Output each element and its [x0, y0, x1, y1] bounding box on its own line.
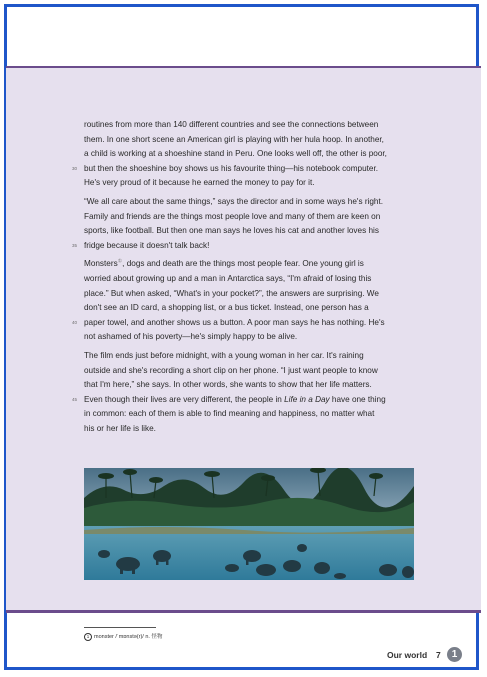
- line-text: Family and friends are the things most people love and many of them are keen on: [84, 211, 381, 221]
- film-title: Life in a Day: [284, 394, 330, 404]
- line-text: Even though their lives are very different, the people in: [84, 394, 285, 404]
- text-line: [84, 210, 416, 225]
- paragraph: [72, 257, 416, 345]
- text-line: [84, 224, 416, 239]
- line-text: in common: each of them is able to find meaning and happiness, no matter what: [84, 409, 375, 419]
- line-text: He's very proud of it because he earned the money to pay for it.: [84, 178, 315, 188]
- footnote-divider: [84, 627, 156, 628]
- line-text: The film ends just before midnight, with a young woman in her car. It's raining: [84, 350, 364, 360]
- line-text: “We all care about the same things,” says the director and in some ways he's right.: [84, 196, 384, 206]
- text-line: [72, 162, 416, 177]
- line-text: a child is working at a shoeshine stand in Peru. One looks well off, the other is poor,: [84, 149, 387, 159]
- line-number: 40: [72, 319, 78, 325]
- text-line: [72, 393, 416, 408]
- line-text: don't see an ID card, a shopping list, or a bus ticket. Instead, one person has a: [84, 303, 369, 313]
- line-text: outside and she's recording a short clip on her phone. “I just want people to know: [84, 365, 378, 375]
- paragraph: [72, 195, 416, 253]
- line-text: worried about growing up and a man in Antarctica says, “I'm afraid of losing this: [84, 273, 372, 283]
- text-line: [84, 301, 416, 316]
- article-text: [72, 118, 416, 440]
- text-line: [84, 147, 416, 162]
- footnote-marker[interactable]: ①: [117, 258, 123, 265]
- text-line: [84, 287, 416, 302]
- text-line: [84, 195, 416, 210]
- line-text: but then the shoeshine boy shows us his favourite thing—his notebook computer.: [84, 163, 379, 173]
- footnote: [84, 632, 162, 641]
- line-text: that I'm here,” she says. In other words, she wants to show that her life matters.: [84, 380, 372, 390]
- text-line: [72, 316, 416, 331]
- text-line: [84, 349, 416, 364]
- line-number: 30: [72, 165, 78, 171]
- elephants-river-photo: [84, 468, 414, 580]
- line-text: not ashamed of his poverty—he's simply happy to be alive.: [84, 332, 298, 342]
- unit-badge: 1: [447, 647, 462, 662]
- paragraph: [72, 349, 416, 437]
- line-text: place.” But when asked, “What's in your pocket?”, the answers are surprising. We: [84, 288, 379, 298]
- line-text: his or her life is like.: [84, 423, 156, 433]
- line-text: Monsters: [84, 259, 118, 269]
- text-line: [84, 378, 416, 393]
- line-text: have one thing: [329, 394, 386, 404]
- line-number: 45: [72, 396, 78, 402]
- text-line: [84, 257, 416, 272]
- line-text: routines from more than 140 different countries and see the connections between: [84, 120, 379, 129]
- text-line: [84, 118, 416, 133]
- line-text: , dogs and death are the things most people fear. One young girl is: [122, 259, 364, 269]
- line-text: sports, like football. But then one man says he loves his cat and another loves his: [84, 226, 379, 236]
- line-text: fridge because it doesn't talk back!: [84, 240, 210, 250]
- footnote-number: 1: [84, 633, 92, 641]
- paragraph: [72, 118, 416, 191]
- line-text: them. In one short scene an American girl is playing with her hula hoop. In another,: [84, 134, 384, 144]
- text-line: [84, 422, 416, 437]
- text-line: [84, 272, 416, 287]
- page-number: 7: [436, 650, 441, 660]
- text-line: [84, 330, 416, 345]
- line-number: 35: [72, 242, 78, 248]
- footnote-text: monster /ˈmɒnstə(r)/ n. 怪物: [94, 634, 163, 640]
- text-line: [84, 176, 416, 191]
- text-line: [84, 364, 416, 379]
- text-line: [84, 133, 416, 148]
- text-line: [84, 407, 416, 422]
- line-text: paper towel, and another shows us a button. A poor man says he has nothing. He's: [84, 317, 385, 327]
- text-line: [72, 239, 416, 254]
- section-label: Our world: [387, 650, 428, 660]
